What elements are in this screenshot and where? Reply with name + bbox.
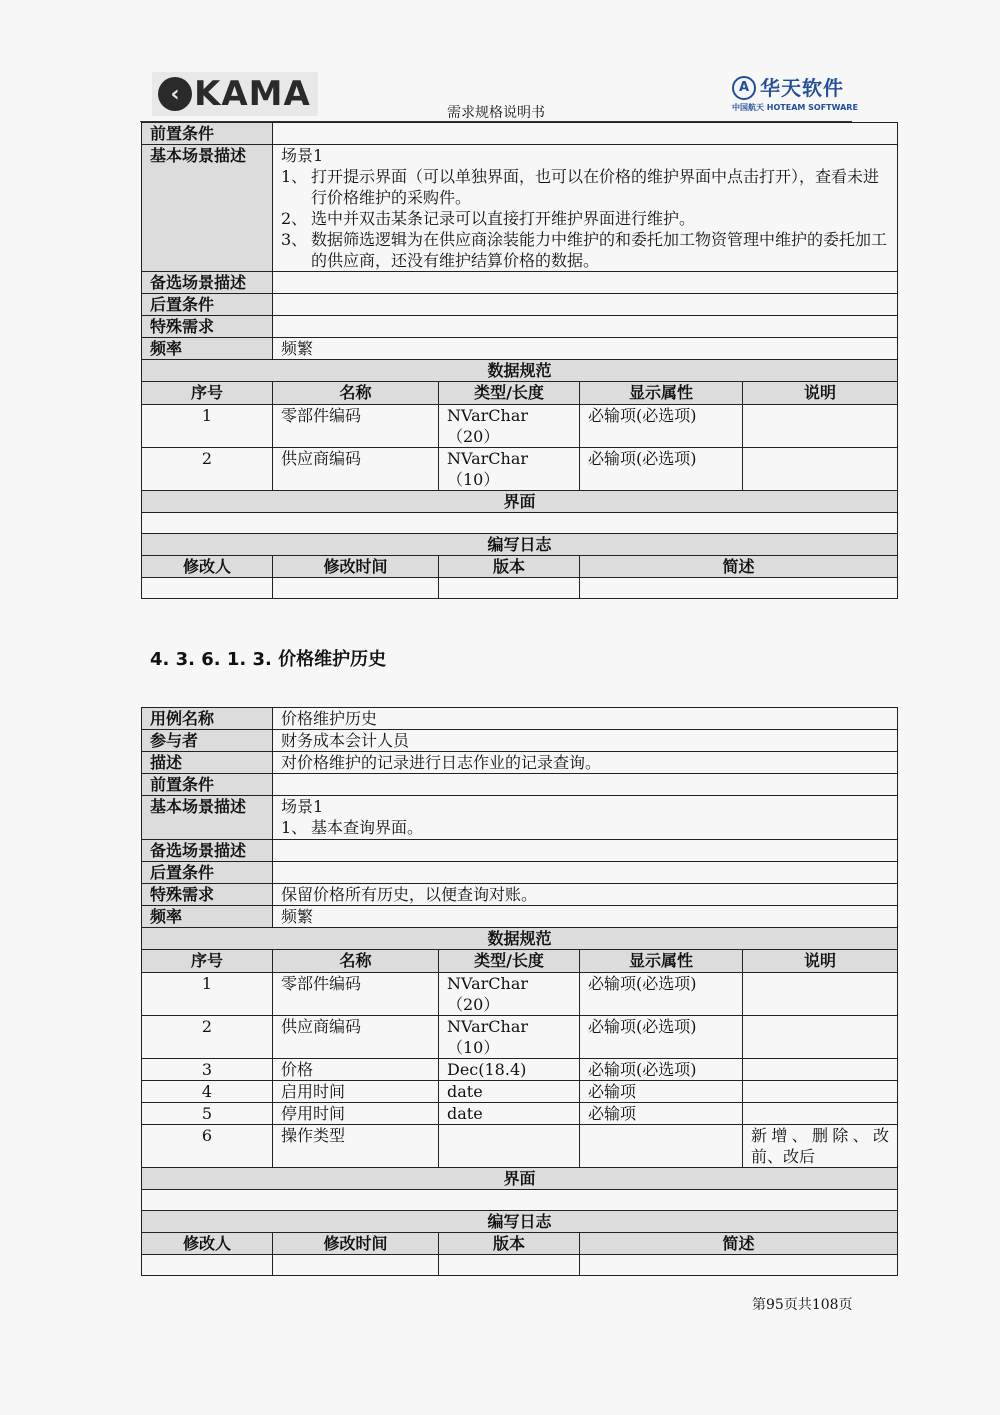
data-spec-heading: 数据规范 [142, 928, 898, 950]
hoteam-logo-icon: A [732, 76, 756, 100]
label-cell: 基本场景描述 [142, 145, 273, 272]
log-cell [142, 578, 273, 599]
column-header: 序号 [142, 382, 273, 405]
log-column-header: 版本 [439, 1233, 580, 1255]
kama-logo-text: KAMA [194, 74, 311, 114]
hoteam-logo [732, 72, 858, 114]
cell-index: 5 [142, 1103, 273, 1125]
column-header: 名称 [273, 950, 439, 973]
list-item-text: 数据筛选逻辑为在供应商涂装能力中维护的和委托加工物资管理中维护的委托加工的供应商，还没有维护结算价格的数据。 [311, 230, 888, 270]
label-cell: 备选场景描述 [142, 272, 273, 294]
value-cell: 频繁 [273, 338, 898, 360]
ui-heading: 界面 [142, 1168, 898, 1190]
use-case-table-1 [141, 122, 898, 599]
section-title: 4. 3. 6. 1. 3. 价格维护历史 [150, 649, 387, 670]
log-cell [580, 578, 898, 599]
log-column-header: 修改时间 [273, 1233, 439, 1255]
hoteam-logo-text: 华天软件 [760, 76, 844, 100]
column-header: 序号 [142, 950, 273, 973]
list-item-number: 1、 [281, 167, 308, 186]
cell-name: 供应商编码 [273, 448, 439, 491]
value-cell [273, 840, 898, 862]
label-cell: 参与者 [142, 730, 273, 752]
page-number: 第95页共108页 [752, 1297, 853, 1313]
log-cell [580, 1255, 898, 1276]
cell-index: 2 [142, 448, 273, 491]
cell-type: NVarChar（20） [439, 973, 580, 1016]
table-row [142, 1059, 898, 1081]
cell-display: 必输项(必选项) [580, 1059, 743, 1081]
cell-type: date [439, 1081, 580, 1103]
label-cell: 频率 [142, 338, 273, 360]
cell-type: NVarChar（10） [439, 448, 580, 491]
doc-title: 需求规格说明书 [447, 105, 545, 121]
log-row [142, 1255, 898, 1276]
column-header: 说明 [743, 950, 898, 973]
use-case-table-2 [141, 707, 898, 1276]
ui-cell [142, 513, 898, 534]
list-item-text: 基本查询界面。 [311, 818, 424, 837]
list-item [281, 817, 889, 838]
list-item-number: 1、 [281, 818, 308, 837]
log-column-header: 简述 [580, 556, 898, 578]
cell-name: 停用时间 [273, 1103, 439, 1125]
label-cell: 备选场景描述 [142, 840, 273, 862]
scene-cell [273, 796, 898, 840]
cell-index: 6 [142, 1125, 273, 1168]
scene-title: 场景1 [281, 146, 324, 165]
table-row [142, 448, 898, 491]
log-cell [439, 1255, 580, 1276]
table-row [142, 1103, 898, 1125]
column-header: 显示属性 [580, 382, 743, 405]
column-header: 显示属性 [580, 950, 743, 973]
cell-type [439, 1125, 580, 1168]
value-cell [273, 774, 898, 796]
value-cell [273, 294, 898, 316]
value-cell [273, 272, 898, 294]
value-cell: 价格维护历史 [273, 708, 898, 730]
cell-note [743, 448, 898, 491]
list-item [281, 229, 889, 271]
cell-type: NVarChar（20） [439, 405, 580, 448]
value-cell [273, 316, 898, 338]
scene-cell [273, 145, 898, 272]
log-row [142, 578, 898, 599]
cell-name: 零部件编码 [273, 405, 439, 448]
ui-heading: 界面 [142, 491, 898, 513]
cell-name: 价格 [273, 1059, 439, 1081]
scene-title: 场景1 [281, 797, 324, 816]
cell-name: 操作类型 [273, 1125, 439, 1168]
label-cell: 频率 [142, 906, 273, 928]
cell-note [743, 973, 898, 1016]
list-item-number: 3、 [281, 230, 308, 249]
cell-display [580, 1125, 743, 1168]
label-cell: 特殊需求 [142, 316, 273, 338]
list-item-text: 打开提示界面（可以单独界面，也可以在价格的维护界面中点击打开），查看未进行价格维护的采购件。 [311, 167, 880, 207]
kama-logo-icon: ‹ [158, 77, 192, 111]
cell-index: 3 [142, 1059, 273, 1081]
log-column-header: 修改人 [142, 556, 273, 578]
log-cell [273, 578, 439, 599]
cell-type: Dec(18.4) [439, 1059, 580, 1081]
label-cell: 后置条件 [142, 862, 273, 884]
log-column-header: 修改时间 [273, 556, 439, 578]
value-cell: 保留价格所有历史，以便查询对账。 [273, 884, 898, 906]
list-item [281, 208, 889, 229]
value-cell [273, 862, 898, 884]
list-item-text: 选中并双击某条记录可以直接打开维护界面进行维护。 [311, 209, 696, 228]
cell-name: 供应商编码 [273, 1016, 439, 1059]
cell-name: 零部件编码 [273, 973, 439, 1016]
ui-cell [142, 1190, 898, 1211]
label-cell: 前置条件 [142, 123, 273, 145]
cell-note [743, 1016, 898, 1059]
label-cell: 前置条件 [142, 774, 273, 796]
list-item-number: 2、 [281, 209, 308, 228]
table-row [142, 973, 898, 1016]
cell-index: 2 [142, 1016, 273, 1059]
table-row [142, 405, 898, 448]
cell-type: date [439, 1103, 580, 1125]
log-column-header: 版本 [439, 556, 580, 578]
cell-type: NVarChar（10） [439, 1016, 580, 1059]
cell-display: 必输项 [580, 1081, 743, 1103]
label-cell: 基本场景描述 [142, 796, 273, 840]
cell-note [743, 1059, 898, 1081]
cell-display: 必输项(必选项) [580, 448, 743, 491]
cell-note [743, 405, 898, 448]
data-spec-heading: 数据规范 [142, 360, 898, 382]
cell-display: 必输项(必选项) [580, 973, 743, 1016]
cell-index: 1 [142, 973, 273, 1016]
list-item [281, 166, 889, 208]
cell-index: 4 [142, 1081, 273, 1103]
column-header: 说明 [743, 382, 898, 405]
value-cell: 频繁 [273, 906, 898, 928]
column-header: 类型/长度 [439, 950, 580, 973]
cell-display: 必输项 [580, 1103, 743, 1125]
cell-name: 启用时间 [273, 1081, 439, 1103]
log-cell [439, 578, 580, 599]
label-cell: 后置条件 [142, 294, 273, 316]
column-header: 类型/长度 [439, 382, 580, 405]
cell-index: 1 [142, 405, 273, 448]
cell-note [743, 1103, 898, 1125]
page-header [140, 70, 858, 122]
table-row [142, 1125, 898, 1168]
log-cell [142, 1255, 273, 1276]
cell-note: 新增、删除、改前、改后 [743, 1125, 898, 1168]
label-cell: 描述 [142, 752, 273, 774]
log-column-header: 修改人 [142, 1233, 273, 1255]
log-cell [273, 1255, 439, 1276]
cell-display: 必输项(必选项) [580, 1016, 743, 1059]
value-cell: 财务成本会计人员 [273, 730, 898, 752]
log-heading: 编写日志 [142, 1211, 898, 1233]
column-header: 名称 [273, 382, 439, 405]
label-cell: 特殊需求 [142, 884, 273, 906]
hoteam-logo-subtext: 中国航天 HOTEAM SOFTWARE [732, 103, 858, 112]
cell-note [743, 1081, 898, 1103]
label-cell: 用例名称 [142, 708, 273, 730]
value-cell: 对价格维护的记录进行日志作业的记录查询。 [273, 752, 898, 774]
cell-display: 必输项(必选项) [580, 405, 743, 448]
value-cell [273, 123, 898, 145]
log-column-header: 简述 [580, 1233, 898, 1255]
log-heading: 编写日志 [142, 534, 898, 556]
table-row [142, 1081, 898, 1103]
table-row [142, 1016, 898, 1059]
